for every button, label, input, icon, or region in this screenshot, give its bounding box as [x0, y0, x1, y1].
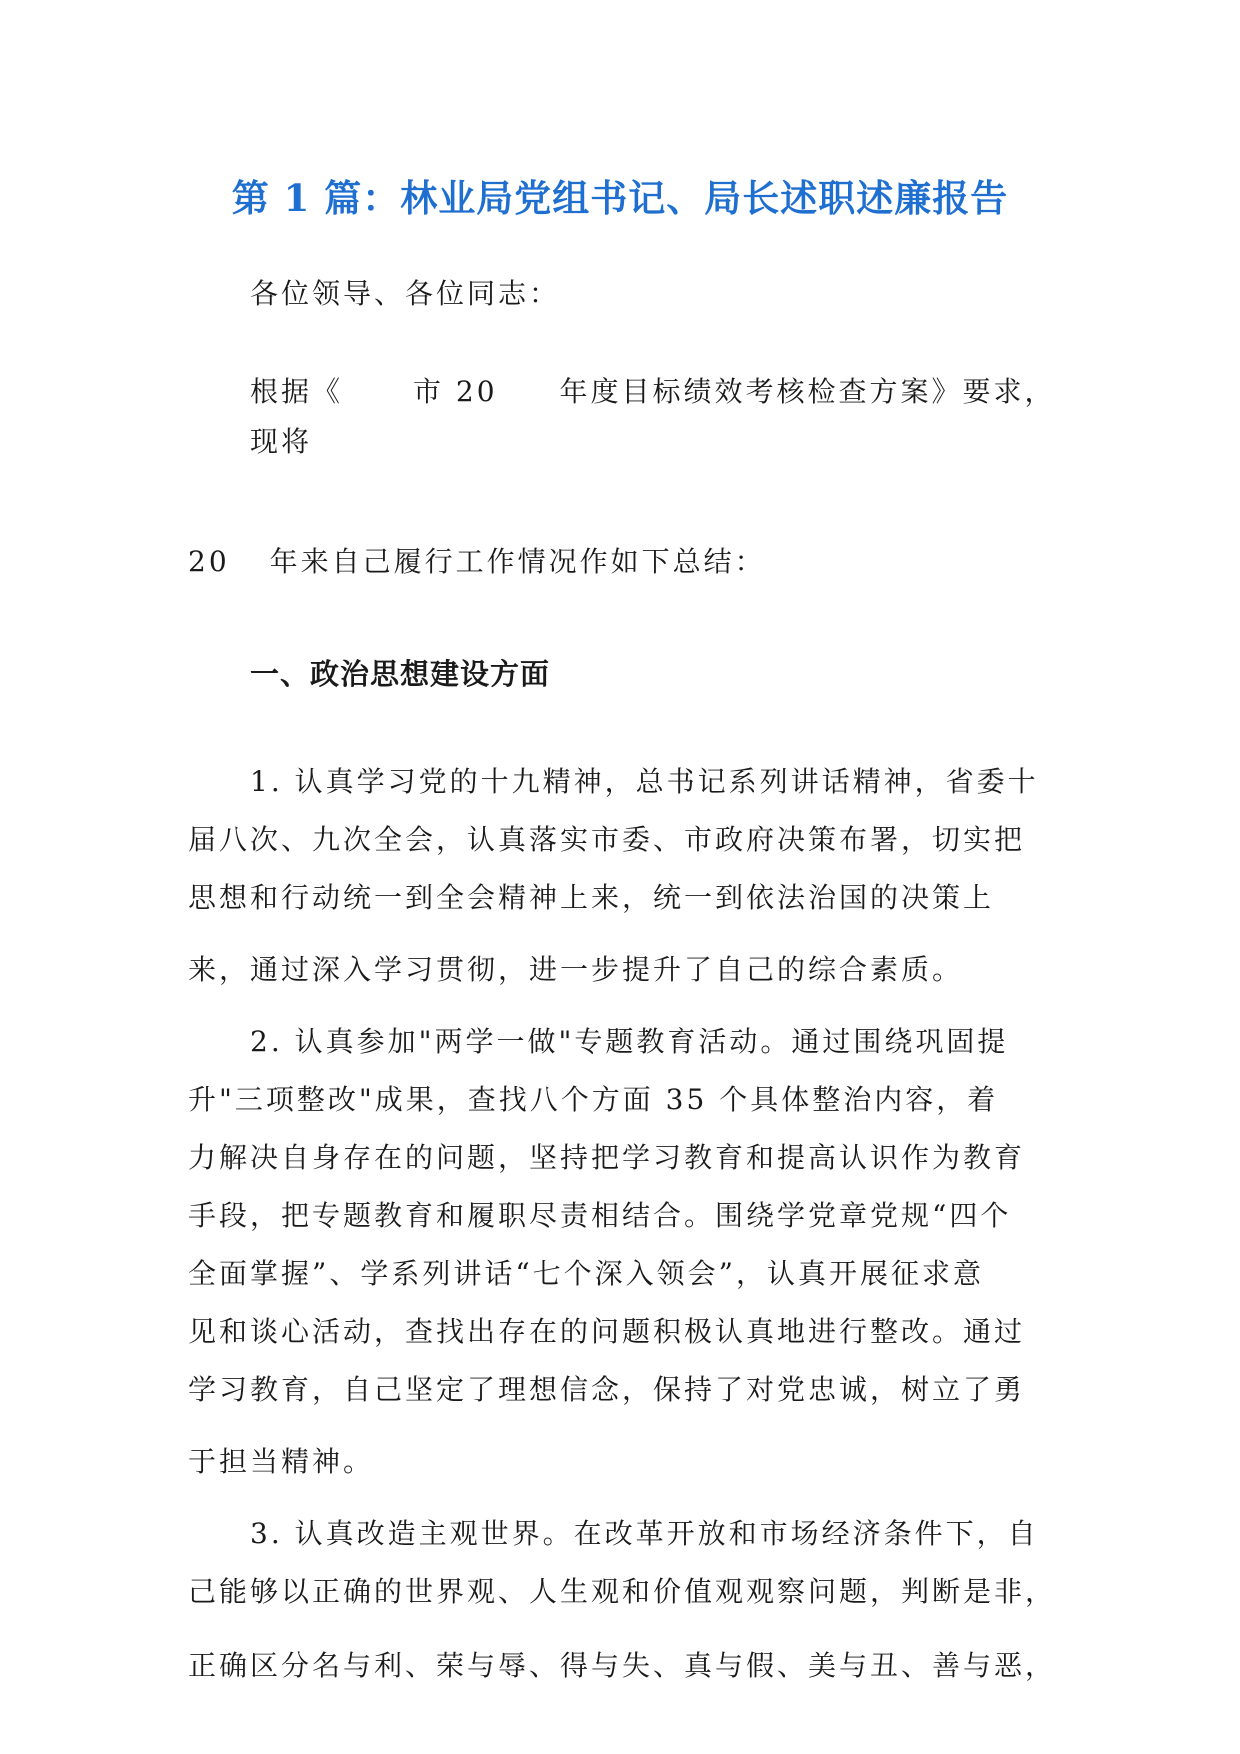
paragraph-line: 于担当精神。 — [188, 1445, 375, 1478]
section-heading: 一、政治思想建设方面 — [250, 657, 551, 691]
intro-text: 年来自己履行工作情况作如下总结： — [269, 545, 766, 578]
paragraph-line: 学习教育，自己坚定了理想信念，保持了对党忠诚，树立了勇 — [188, 1373, 1026, 1406]
paragraph-line: 思想和行动统一到全会精神上来，统一到依法治国的决策上 — [188, 881, 995, 914]
paragraph-line: 3. 认真改造主观世界。在改革开放和市场经济条件下，自 — [250, 1517, 1039, 1550]
intro-line-2: 现将 — [250, 425, 313, 458]
intro-line-3 — [188, 540, 766, 580]
paragraph-line: 己能够以正确的世界观、人生观和价值观观察问题，判断是非， — [188, 1575, 1057, 1608]
paragraph-line: 2. 认真参加"两学一做"专题教育活动。通过围绕巩固提 — [250, 1025, 1009, 1058]
intro-text: 市 20 — [413, 375, 498, 408]
document-title: 第 1 篇：林业局党组书记、局长述职述廉报告 — [231, 176, 1009, 220]
paragraph-line: 1. 认真学习党的十九精神，总书记系列讲话精神，省委十 — [250, 765, 1039, 798]
intro-line-1 — [250, 370, 1056, 410]
paragraph-line: 见和谈心活动，查找出存在的问题积极认真地进行整改。通过 — [188, 1315, 1026, 1348]
paragraph-line: 升"三项整改"成果，查找八个方面 35 个具体整治内容，着 — [188, 1083, 999, 1116]
intro-text: 20 — [188, 545, 230, 578]
paragraph-line: 正确区分名与利、荣与辱、得与失、真与假、美与丑、善与恶， — [188, 1649, 1057, 1682]
paragraph-line: 手段，把专题教育和履职尽责相结合。围绕学党章党规“四个 — [188, 1199, 1012, 1232]
paragraph-line: 全面掌握”、学系列讲话“七个深入领会”，认真开展征求意 — [188, 1257, 984, 1290]
intro-text: 年度目标绩效考核检查方案》要求， — [559, 375, 1056, 408]
paragraph-line: 届八次、九次全会，认真落实市委、市政府决策布署，切实把 — [188, 823, 1026, 856]
paragraph-line: 来，通过深入学习贯彻，进一步提升了自己的综合素质。 — [188, 953, 964, 986]
intro-text: 根据《 — [250, 375, 344, 408]
paragraph-line: 力解决自身存在的问题，坚持把学习教育和提高认识作为教育 — [188, 1141, 1026, 1174]
salutation: 各位领导、各位同志： — [250, 277, 561, 310]
